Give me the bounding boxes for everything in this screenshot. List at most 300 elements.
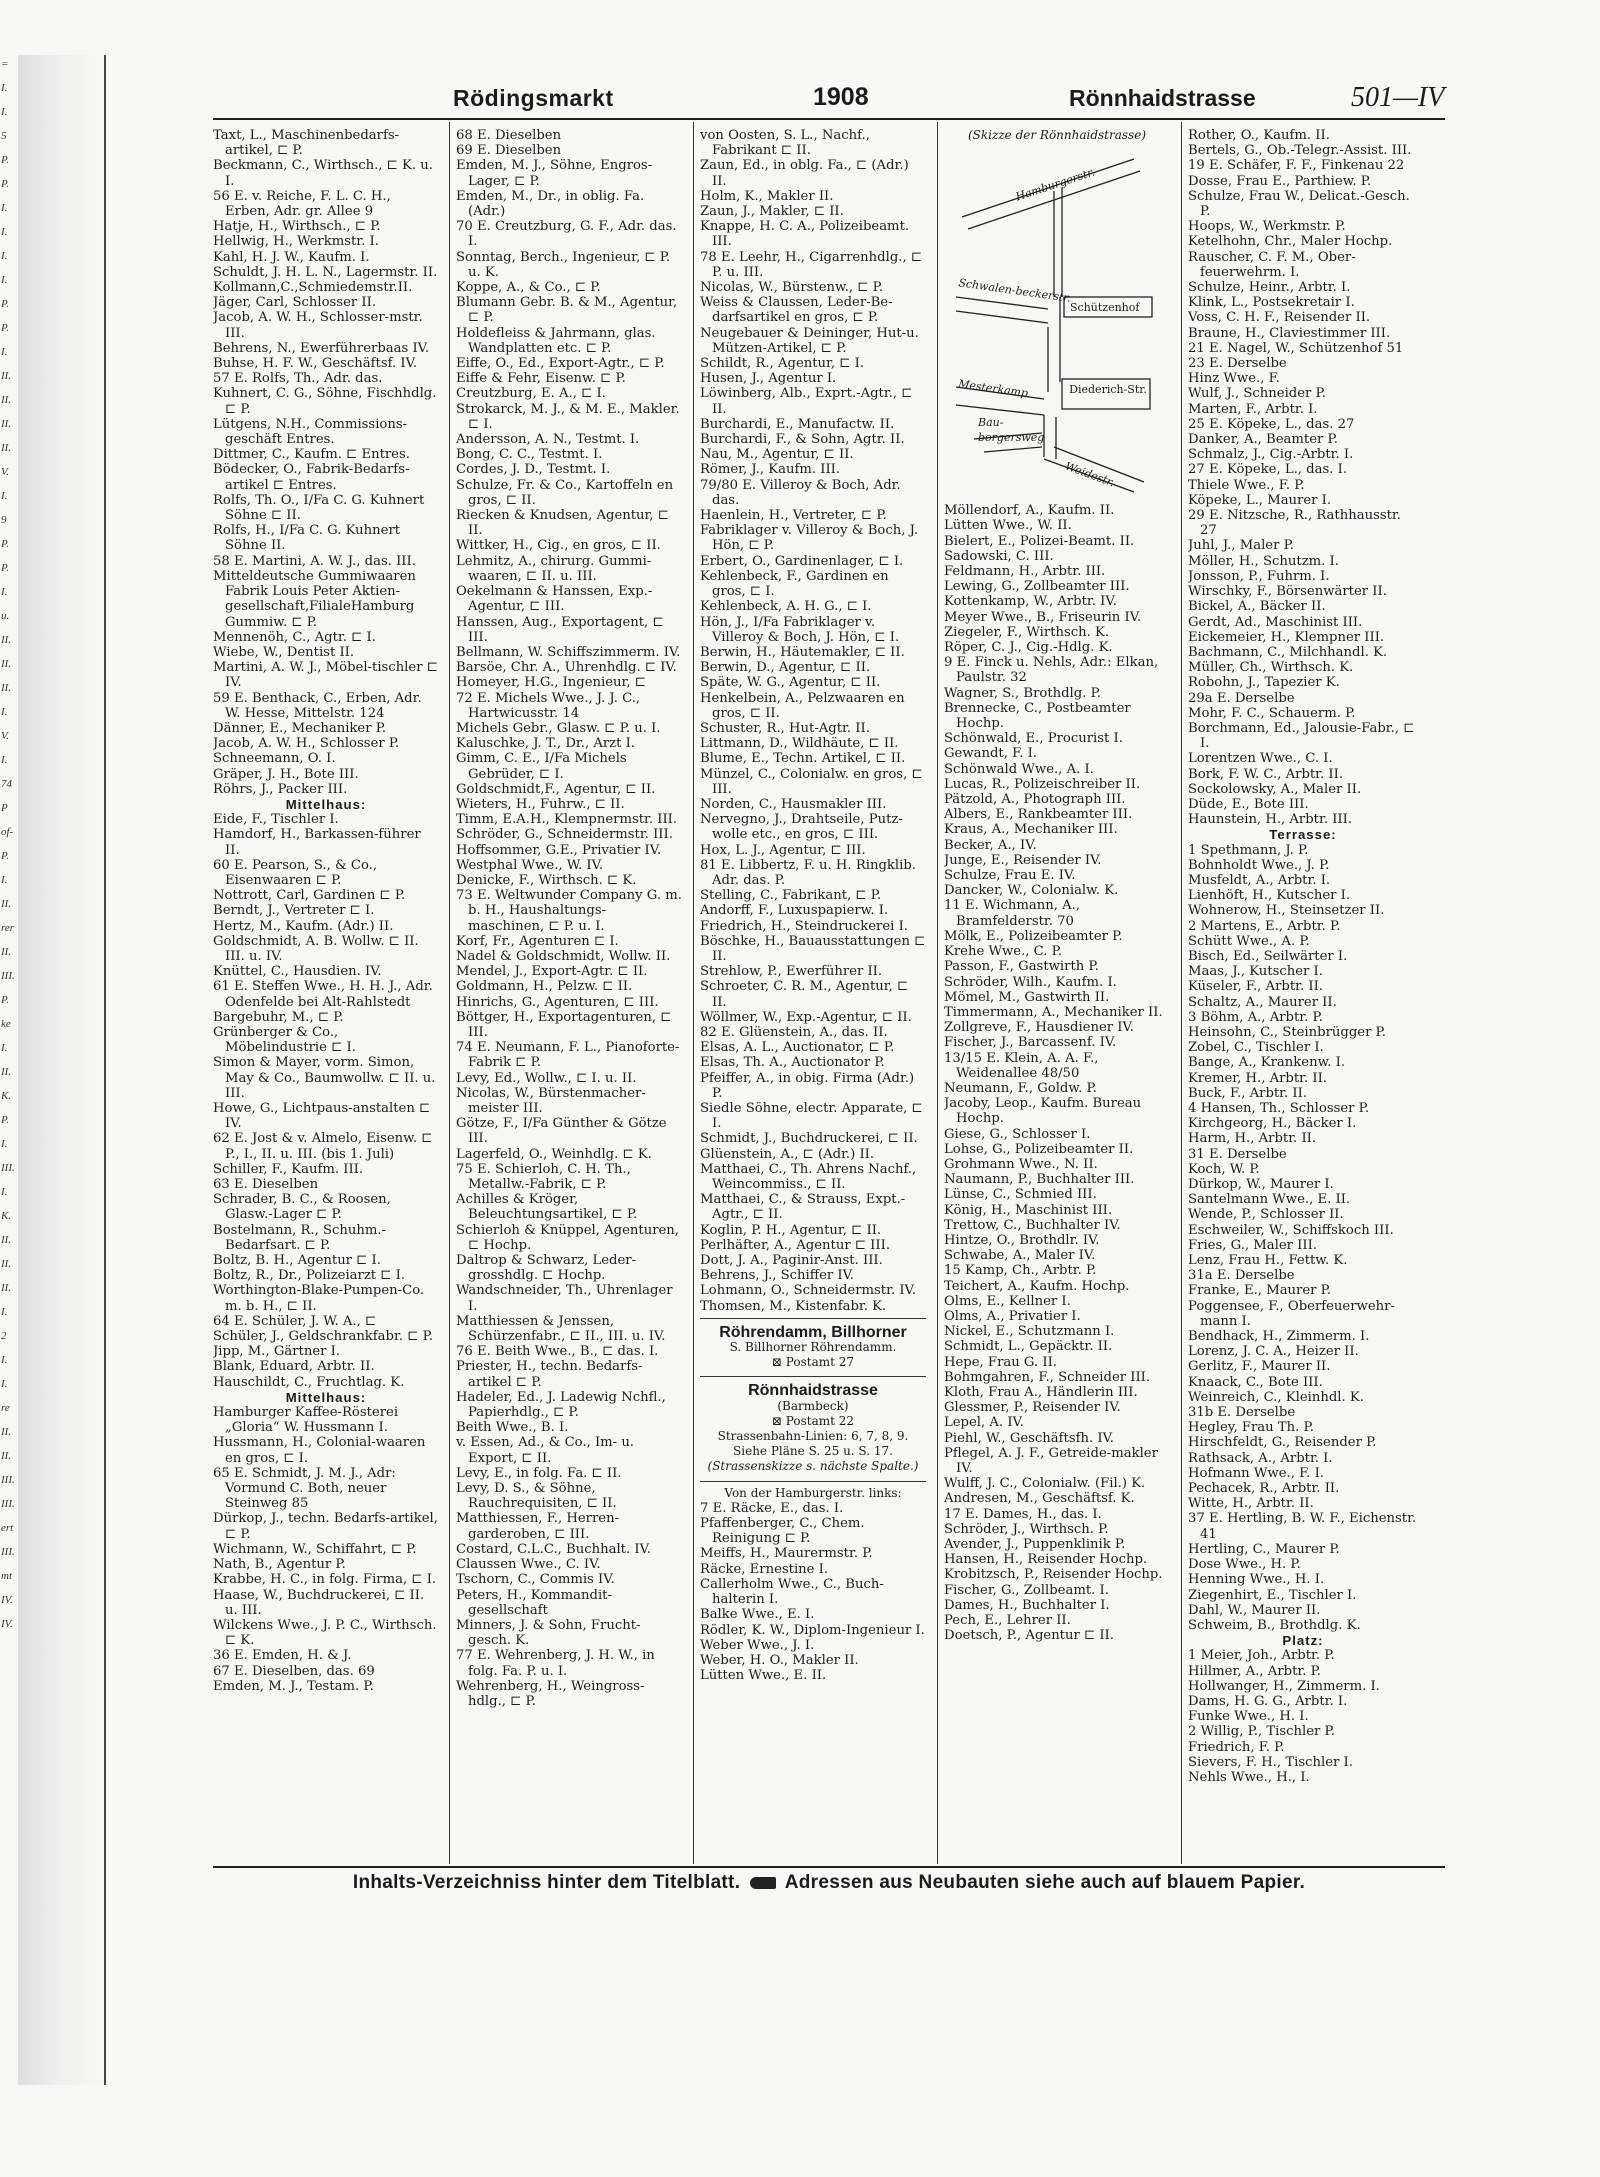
column-divider [937,122,938,1864]
directory-entry: Poggensee, F., Oberfeuerwehr-mann I. [1188,1298,1395,1329]
directory-entry: 17 E. Dames, H., das. I. [944,1506,1102,1522]
directory-entry: 72 E. Michels Wwe., J. J. C., Hartwicusstr. 14 [456,690,641,721]
directory-entry: Lünse, C., Schmied III. [944,1187,1097,1203]
directory-entry: Bertels, G., Ob.-Telegr.-Assist. III. [1188,143,1412,159]
directory-entry: Voss, C. H. F., Reisender II. [1188,310,1371,326]
directory-entry: Mölk, E., Polizeibeamter P. [944,928,1123,944]
directory-entry: Zollgreve, F., Hausdiener IV. [944,1020,1134,1036]
directory-entry: Schönwald Wwe., A. I. [944,761,1094,777]
directory-entry: 11 E. Wichmann, A., Bramfelderstr. 70 [944,898,1081,929]
margin-mark: III. [1,1474,15,1486]
margin-mark: P. [1,538,10,550]
directory-entry: 82 E. Glüenstein, A., das. II. [700,1024,888,1040]
directory-entry: Gerdt, Ad., Maschinist III. [1188,614,1363,630]
margin-mark: I. [1,754,8,766]
directory-entry: Beith Wwe., B. I. [456,1420,569,1436]
directory-entry: Hellwig, H., Werkmstr. I. [213,234,379,250]
margin-mark: IV. [1,1594,13,1606]
margin-mark: II. [1,634,12,646]
directory-entry: Lohmann, O., Schneidermstr. IV. [700,1283,916,1299]
directory-entry: Dott, J. A., Paginir-Anst. III. [700,1253,883,1269]
directory-entry: Perlhäfter, A., Agentur ⊏ III. [700,1237,891,1253]
directory-entry: Bisch, Ed., Seilwärter I. [1188,948,1348,964]
directory-entry: Claussen Wwe., C. IV. [456,1557,601,1573]
directory-entry: Blank, Eduard, Arbtr. II. [213,1359,375,1375]
map-label: Mesterkamp [957,377,1029,401]
directory-entry: Erbert, O., Gardinenlager, ⊏ I. [700,553,904,569]
directory-entry: 63 E. Dieselben [213,1177,319,1193]
map-label: Schützenhof [1070,301,1140,315]
directory-entry: Behrens, N., Ewerführerbaas IV. [213,340,430,356]
column-divider [1181,122,1182,1864]
directory-entry: Lewing, G., Zollbeamter III. [944,579,1130,595]
directory-entry: Sadowski, C. III. [944,548,1054,564]
directory-entry: Simon & Mayer, vorm. Simon, May & Co., Baumwollw. ⊏ II. u. III. [213,1055,436,1101]
directory-entry: Goldmann, H., Pelzw. ⊏ II. [456,979,633,995]
directory-entry: Nicolas, W., Bürstenw., ⊏ P. [700,280,884,296]
directory-entry: Schüler, J., Geldschrankfabr. ⊏ P. [213,1329,433,1345]
margin-mark: K. [1,1090,12,1102]
directory-entry: König, H., Maschinist III. [944,1202,1113,1218]
margin-mark: I. [1,274,8,286]
directory-entry: 7 E. Räcke, E., das. I. [700,1500,844,1516]
directory-entry: Röhrs, J., Packer III. [213,781,348,797]
directory-entry: Schmidt, J., Buchdruckerei, ⊏ II. [700,1131,918,1147]
directory-entry: Nadel & Goldschmidt, Wollw. II. [456,948,671,964]
directory-entry: Hertz, M., Kaufm. (Adr.) II. [213,918,394,934]
directory-entry: 15 Kamp, Ch., Arbtr. P. [944,1263,1097,1279]
directory-entry: Stelling, C., Fabrikant, ⊏ P. [700,888,882,904]
directory-entry: Worthington-Blake-Pumpen-Co. m. b. H., ⊏ II. [213,1283,425,1314]
directory-entry: Eiffe & Fehr, Eisenw. ⊏ P. [456,371,626,387]
section-rule [700,1376,926,1377]
header-street-left: Rödingsmarkt [453,85,614,111]
directory-entry: Rathsack, A., Arbtr. I. [1188,1450,1333,1466]
directory-entry: Bargebuhr, M., ⊏ P. [213,1009,344,1025]
directory-entry: Maas, J., Kutscher I. [1188,964,1323,980]
section-title: Rönnhaidstrasse [748,1382,878,1400]
directory-entry: Hertling, C., Maurer P. [1188,1541,1340,1557]
directory-entry: Zaun, J., Makler, ⊏ II. [700,204,844,220]
directory-entry: Löwinberg, Alb., Exprt.-Agtr., ⊏ II. [700,386,913,417]
directory-entry: Eschweiler, W., Schiffskoch III. [1188,1222,1394,1238]
directory-entry: Schwabe, A., Maler IV. [944,1248,1096,1264]
directory-entry: Wende, P., Schlosser II. [1188,1207,1344,1223]
column-divider [693,122,694,1864]
directory-entry: Hatje, H., Wirthsch., ⊏ P. [213,219,381,235]
street-line [956,405,1044,415]
section-rule [700,1481,926,1482]
directory-entry: Lütten Wwe., E. II. [700,1668,827,1684]
margin-mark: ert [1,1522,14,1534]
directory-entry: 61 E. Steffen Wwe., H. H. J., Adr. Odenfelde bei Alt-Rahlstedt [213,979,433,1010]
directory-entry: Bork, F. W. C., Arbtr. II. [1188,766,1344,782]
directory-entry: Lenz, Frau H., Fettw. K. [1188,1253,1348,1269]
directory-entry: Dames, H., Buchhalter I. [944,1597,1110,1613]
subsection-heading: Terrasse: [1269,827,1337,843]
directory-entry: Fischer, J., Barcassenf. IV. [944,1035,1117,1051]
directory-entry: Rolfs, H., I/Fa C. G. Kuhnert Söhne II. [213,523,401,554]
directory-entry: Kottenkamp, W., Arbtr. IV. [944,594,1117,610]
section-line: S. Billhorner Röhrendamm. [729,1340,897,1355]
directory-entry: Timm, E.A.H., Klempnermstr. III. [456,812,678,828]
directory-entry: Münzel, C., Colonialw. en gros, ⊏ III. [700,766,923,797]
directory-entry: Hegley, Frau Th. P. [1188,1420,1314,1436]
directory-entry: Behrens, J., Schiffer IV. [700,1268,854,1284]
directory-entry: Bachmann, C., Milchhandl. K. [1188,644,1388,660]
directory-entry: Boltz, R., Dr., Polizeiarzt ⊏ I. [213,1268,406,1284]
margin-mark: I. [1,346,8,358]
directory-entry: Düde, E., Bote III. [1188,796,1309,812]
directory-entry: Schütt Wwe., A. P. [1188,933,1310,949]
directory-entry: Nicolas, W., Bürstenmacher-meister III. [456,1085,646,1116]
footer-note-right: Adressen aus Neubauten siehe auch auf blauem Papier. [784,1872,1306,1893]
directory-entry: Eiffe, O., Ed., Export-Agtr., ⊏ P. [456,356,665,372]
directory-entry: 58 E. Martini, A. W. J., das. III. [213,553,416,569]
directory-entry: Bohnholdt Wwe., J. P. [1188,857,1330,873]
directory-entry: Nickel, E., Schutzmann I. [944,1324,1115,1340]
directory-entry: Bielert, E., Polizei-Beamt. II. [944,533,1135,549]
directory-entry: Feldmann, H., Arbtr. III. [944,564,1106,580]
directory-entry: Bödecker, O., Fabrik-Bedarfs-artikel ⊏ Entres. [213,462,410,493]
directory-entry: Matthiessen, F., Herren-garderoben, ⊏ III. [456,1511,620,1542]
directory-entry: 56 E. v. Reiche, F. L. C. H., Erben, Adr. gr. Allee 9 [213,188,391,220]
directory-entry: Eickemeier, H., Klempner III. [1188,629,1385,645]
directory-entry: Husen, J., Agentur I. [700,371,837,387]
directory-entry: Wilckens Wwe., J. P. C., Wirthsch. ⊏ K. [213,1617,437,1649]
margin-mark: III. [1,970,15,982]
map-label: Schwalen-beckerstr. [957,276,1072,306]
directory-entry: Wulff, J. C., Colonialw. (Fil.) K. [944,1476,1146,1492]
column-divider [449,122,450,1864]
directory-entry: Pflegel, A. J. F., Getreide-makler IV. [944,1445,1158,1476]
directory-entry: Röper, C. J., Cig.-Hdlg. K. [944,640,1113,656]
directory-entry: Knüttel, C., Hausdien. IV. [213,964,382,980]
directory-entry: Henning Wwe., H. I. [1188,1572,1325,1588]
directory-entry: 36 E. Emden, H. & J. [213,1648,352,1664]
margin-mark: = [1,58,9,70]
directory-entry: Schneemann, O. I. [213,751,336,767]
directory-entry: Weinreich, C., Kleinhdl. K. [1188,1389,1364,1405]
directory-entry: Bickel, A., Bäcker II. [1188,599,1326,615]
directory-entry: Schulze, Heinr., Arbtr. I. [1188,280,1351,296]
directory-entry: Naumann, P., Buchhalter III. [944,1172,1135,1188]
directory-entry: Kuhnert, C. G., Söhne, Fischhdlg. ⊏ P. [213,386,437,417]
directory-entry: 79/80 E. Villeroy & Boch, Adr. das. [700,477,901,508]
directory-entry: Franke, E., Maurer P. [1188,1283,1332,1299]
directory-entry: Emden, M. J., Testam. P. [213,1678,374,1694]
directory-entry: Holdefleiss & Jahrmann, glas. Wandplatten etc. ⊏ P. [456,325,656,356]
directory-entry: Albers, E., Rankbeamter III. [944,807,1133,823]
directory-entry: Michels Gebr., Glasw. ⊏ P. u. I. [456,720,661,736]
tram-lines: Strassenbahn-Linien: 6, 7, 8, 9. [717,1429,909,1444]
margin-mark: rer [1,922,15,934]
directory-entry: 60 E. Pearson, S., & Co., Eisenwaaren ⊏ P. [213,857,378,888]
margin-mark: of- [1,826,14,838]
left-page-margin-marks [0,58,18,1648]
directory-entry: Wichmann, W., Schiffahrt, ⊏ P. [213,1541,417,1557]
direction-note: Von der Hamburgerstr. links: [724,1485,902,1500]
directory-entry: Klink, L., Postsekretair I. [1188,295,1355,311]
directory-entry: Creutzburg, E. A., ⊏ I. [456,386,606,402]
directory-entry: Hintze, O., Brothdlr. IV. [944,1232,1100,1248]
directory-entry: Schiller, F., Kaufm. III. [213,1161,364,1177]
directory-entry: Matthaei, C., & Strauss, Expt.-Agtr., ⊏ II. [700,1192,906,1223]
directory-entry: Wandschneider, Th., Uhrenlager I. [456,1283,673,1314]
directory-entry: Kollmann,C.,Schmiedemstr.II. [213,280,413,296]
directory-entry: Jäger, Carl, Schlosser II. [213,295,377,311]
directory-entry: Daltrop & Schwarz, Leder-grosshdlg. ⊏ Hochp. [456,1253,637,1284]
margin-mark: P. [1,322,10,334]
postamt-label: ⊠ Postamt 27 [771,1355,855,1370]
margin-mark: III. [1,1162,15,1174]
directory-entry: Doetsch, P., Agentur ⊏ II. [944,1628,1114,1644]
margin-mark: I. [1,1042,8,1054]
directory-entry: Koppe, A., & Co., ⊏ P. [456,280,601,296]
map-label: Diederich-Str. [1069,383,1147,397]
directory-entry: Schmalz, J., Cig.-Arbtr. I. [1188,447,1354,463]
sketch-reference: (Strassenskizze s. nächste Spalte.) [707,1459,919,1474]
directory-entry: 2 Willig, P., Tischler P. [1188,1724,1335,1740]
directory-entry: Kremer, H., Arbtr. II. [1188,1070,1328,1086]
directory-entry: Ziegeler, F., Wirthsch. K. [944,624,1110,640]
directory-entry: 64 E. Schüler, J. W. A., ⊏ [213,1313,377,1329]
directory-entry: Martini, A. W. J., Möbel-tischler ⊏ IV. [213,660,438,691]
directory-entry: 76 E. Beith Wwe., B., ⊏ das. I. [456,1344,659,1360]
directory-entry: von Oosten, S. L., Nachf., Fabrikant ⊏ II. [700,128,870,159]
margin-mark: I. [1,874,8,886]
directory-entry: Jacob, A. W. H., Schlosser P. [213,736,400,752]
directory-entry: Glüenstein, A., ⊏ (Adr.) II. [700,1146,875,1162]
directory-entry: Mömel, M., Gastwirth II. [944,989,1110,1005]
directory-entry: 2 Martens, E., Arbtr. P. [1188,918,1341,934]
directory-entry: 57 E. Rolfs, Th., Adr. das. [213,371,383,387]
directory-entry: Knappe, H. C. A., Polizeibeamt. III. [700,219,910,250]
subsection-heading: Mittelhaus: [285,796,367,812]
directory-entry: Hofmann Wwe., F. I. [1188,1465,1324,1481]
margin-mark: II. [1,1426,12,1438]
directory-entry: 21 E. Nagel, W., Schützenhof 51 [1188,340,1404,356]
directory-entry: Callerholm Wwe., C., Buch-halterin I. [700,1576,884,1608]
directory-entry: Buck, F., Arbtr. II. [1188,1085,1308,1101]
directory-entry: 62 E. Jost & v. Almelo, Eisenw. ⊏ P., I., II. u. III. (bis 1. Juli) [213,1131,433,1162]
directory-entry: Möllendorf, A., Kaufm. II. [944,503,1115,519]
directory-entry: Krabbe, H. C., in folg. Firma, ⊏ I. [213,1572,437,1588]
directory-entry: Cordes, J. D., Testmt. I. [456,462,611,478]
directory-entry: Bong, C. C., Testmt. I. [456,447,603,463]
directory-entry: Levy, E., in folg. Fa. ⊏ II. [456,1465,622,1481]
section-title: Röhrendamm, Billhorner [719,1323,907,1341]
directory-entry: Böschke, H., Bauausstattungen ⊏ II. [700,933,926,964]
directory-entry: Denicke, F., Wirthsch. ⊏ K. [456,872,637,888]
directory-entry: Elsas, Th. A., Auctionator P. [700,1055,885,1071]
directory-entry: Levy, D. S., & Söhne, Rauchrequisiten, ⊏ II. [456,1481,617,1512]
directory-entry: Hansen, H., Reisender Hochp. [944,1552,1148,1568]
directory-entry: Wiebe, W., Dentist II. [213,644,355,660]
directory-entry: Schröder, Wilh., Kaufm. I. [944,974,1117,990]
directory-entry: Becker, A., IV. [944,837,1037,853]
margin-mark: 2 [1,1330,7,1342]
directory-entry: Haunstein, H., Arbtr. III. [1188,812,1353,828]
directory-entry: Haenlein, H., Vertreter, ⊏ P. [700,508,887,524]
directory-entry: Kehlenbeck, F., Gardinen en gros, ⊏ I. [700,568,889,600]
directory-entry: Lohse, G., Polizeibeamter II. [944,1141,1134,1157]
directory-entry: Costard, C.L.C., Buchhalt. IV. [456,1541,651,1557]
directory-entry: 29 E. Nitzsche, R., Rathhausstr. 27 [1188,508,1401,539]
directory-entry: Holm, K., Makler II. [700,188,834,204]
footer-note-left: Inhalts-Verzeichniss hinter dem Titelblatt. [352,1872,741,1893]
directory-entry: 81 E. Libbertz, F. u. H. Ringklib. Adr. das. P. [700,857,916,888]
directory-entry: 69 E. Dieselben [456,143,562,159]
directory-entry: Riecken & Knudsen, Agentur, ⊏ II. [456,508,669,539]
margin-mark: P. [1,298,10,310]
directory-entry: Hox, L. J., Agentur, ⊏ III. [700,842,866,858]
directory-entry: Hussmann, H., Colonial-waaren en gros, ⊏ I. [213,1435,426,1466]
directory-entry: Römer, J., Kaufm. III. [700,462,841,478]
directory-entry: Lehmitz, A., chirurg. Gummi-waaren, ⊏ II. u. III. [456,553,652,584]
directory-entry: Goldschmidt,F., Agentur, ⊏ II. [456,781,656,797]
margin-mark: I. [1,586,8,598]
map-caption: (Skizze der Rönnhaidstrasse) [968,128,1146,142]
directory-entry: Bendhack, H., Zimmerm. I. [1188,1329,1370,1345]
directory-entry: Späte, W. G., Agentur, ⊏ II. [700,675,881,691]
directory-entry: Priester, H., techn. Bedarfs-artikel ⊏ P. [456,1359,643,1390]
directory-entry: Ketelhohn, Chr., Maler Hochp. [1188,234,1393,250]
directory-entry: Elsas, A. L., Auctionator, ⊏ P. [700,1040,895,1056]
directory-entry: Pfaffenberger, C., Chem. Reinigung ⊏ P. [700,1516,865,1547]
directory-entry: Tschorn, C., Commis IV. [456,1572,615,1588]
directory-entry: Hoffsommer, G.E., Privatier IV. [456,842,662,858]
directory-entry: Olms, E., Kellner I. [944,1293,1071,1309]
directory-entry: Dürkop, J., techn. Bedarfs-artikel, ⊏ P. [213,1511,438,1542]
margin-mark: 9 [1,514,7,526]
directory-entry: Westphal Wwe., W. IV. [456,857,604,873]
directory-entry: Andresen, M., Geschäftsf. K. [944,1491,1135,1507]
directory-entry: Kehlenbeck, A. H. G., ⊏ I. [700,599,872,615]
column-5 [1188,128,1418,1858]
directory-entry: Knaack, C., Bote III. [1188,1374,1323,1390]
directory-entry: Rother, O., Kaufm. II. [1188,128,1330,143]
margin-mark: II. [1,394,12,406]
margin-mark: P. [1,994,10,1006]
directory-entry: Kahl, H. J. W., Kaufm. I. [213,249,370,265]
directory-entry: Weber, H. O., Makler II. [700,1652,859,1668]
directory-entry: Nehls Wwe., H., I. [1188,1769,1310,1785]
directory-entry: Piehl, W., Geschäftsfh. IV. [944,1430,1114,1446]
directory-entry: Wöllmer, W., Exp.-Agentur, ⊏ II. [700,1009,912,1025]
directory-entry: Meiffs, H., Maurermstr. P. [700,1546,873,1562]
directory-entry: 75 E. Schierloh, C. H. Th., Metallw.-Fabrik, ⊏ P. [456,1161,631,1193]
directory-entry: Zaun, Ed., in oblg. Fa., ⊏ (Adr.) II. [700,158,909,189]
street-sketch-map [944,147,1170,497]
directory-entry: Wittker, H., Cig., en gros, ⊏ II. [456,538,661,554]
footer-rule [213,1866,1445,1868]
directory-entry: Berwin, H., Häutemakler, ⊏ II. [700,644,905,660]
margin-mark: IV. [1,1618,13,1630]
directory-entry: Balke Wwe., E. I. [700,1607,815,1623]
margin-mark: I. [1,1306,8,1318]
directory-entry: Gerlitz, F., Maurer II. [1188,1359,1331,1375]
margin-mark: 5 [1,130,7,142]
directory-entry: 59 E. Benthack, C., Erben, Adr. W. Hesse, Mittelstr. 124 [213,690,422,721]
directory-entry: 1 Meier, Joh., Arbtr. P. [1188,1648,1335,1664]
margin-mark: P. [1,178,10,190]
directory-entry: 73 E. Weltwunder Company G. m. b. H., Haushaltungs-maschinen, ⊏ P. u. I. [456,888,682,934]
directory-entry: Hön, J., I/Fa Fabriklager v. Villeroy & Boch, J. Hön, ⊏ I. [700,614,900,645]
directory-entry: Friedrich, H., Steindruckerei I. [700,918,908,934]
margin-mark: I. [1,202,8,214]
directory-entry: Witte, H., Arbtr. II. [1188,1496,1314,1512]
directory-entry: Köpeke, L., Maurer I. [1188,492,1332,508]
directory-entry: 68 E. Dieselben [456,128,562,143]
margin-mark: I. [1,250,8,262]
directory-entry: Gewandt, F. I. [944,746,1037,762]
directory-entry: Achilles & Kröger, Beleuchtungsartikel, ⊏ P. [456,1192,638,1223]
margin-mark: I. [1,226,8,238]
directory-entry: Sievers, F. H., Tischler I. [1188,1754,1353,1770]
directory-entry: Hollwanger, H., Zimmerm. I. [1188,1678,1380,1694]
directory-entry: Boltz, B. H., Agentur ⊏ I. [213,1253,381,1269]
directory-entry: Levy, Ed., Wollw., ⊏ I. u. II. [456,1070,637,1086]
margin-mark: ke [1,1018,11,1030]
directory-entry: Koch, W. P. [1188,1161,1260,1177]
directory-entry: Krehe Wwe., C. P. [944,944,1063,960]
directory-entry: Rödler, K. W., Diplom-Ingenieur I. [700,1622,925,1638]
directory-entry: 67 E. Dieselben, das. 69 [213,1663,375,1679]
directory-entry: Emden, M., Dr., in oblig. Fa. (Adr.) [456,188,645,220]
directory-entry: Berndt, J., Vertreter ⊏ I. [213,903,375,919]
margin-mark: II. [1,1450,12,1462]
directory-entry: Robohn, J., Tapezier K. [1188,675,1340,691]
directory-entry: Jacob, A. W. H., Schlosser-mstr. III. [213,310,423,341]
directory-entry: Danker, A., Beamter P. [1188,432,1338,448]
directory-entry: Barsöe, Chr. A., Uhrenhdlg. ⊏ IV. [456,660,677,676]
directory-entry: 78 E. Leehr, H., Cigarrenhdlg., ⊏ P. u. III. [700,249,923,280]
directory-entry: Thomsen, M., Kistenfabr. K. [700,1298,887,1314]
directory-entry: Grünberger & Co., Möbelindustrie ⊏ I. [213,1024,356,1056]
directory-entry: Nottrott, Carl, Gardinen ⊏ P. [213,888,406,904]
directory-entry: Passon, F., Gastwirth P. [944,959,1099,975]
margin-mark: II. [1,1066,12,1078]
directory-entry: Bellmann, W. Schiffszimmerm. IV. [456,644,681,660]
directory-entry: Schröder, J., Wirthsch. P. [944,1521,1109,1537]
subsection-heading: Mittelhaus: [285,1389,367,1405]
margin-mark: I. [1,106,8,118]
subsection-heading: Platz: [1282,1633,1324,1649]
margin-mark: K. [1,1210,12,1222]
directory-entry: Howe, G., Lichtpaus-anstalten ⊏ IV. [213,1101,431,1132]
directory-entry: Schulze, Fr. & Co., Kartoffeln en gros, ⊏ II. [456,477,674,508]
directory-entry: Lorenz, J. C. A., Heizer II. [1188,1344,1359,1360]
directory-entry: Giese, G., Schlosser I. [944,1126,1091,1142]
directory-entry: Gimm, C. E., I/Fa Michels Gebrüder, ⊏ I. [456,751,627,782]
directory-entry: Kloth, Frau A., Händlerin III. [944,1384,1138,1400]
directory-entry: Kirchgeorg, H., Bäcker I. [1188,1116,1357,1132]
directory-entry: 23 E. Derselbe [1188,356,1287,372]
directory-entry: Grohmann Wwe., N. II. [944,1156,1098,1172]
directory-entry: Teichert, A., Kaufm. Hochp. [944,1278,1130,1294]
directory-entry: Homeyer, H.G., Ingenieur, ⊏ [456,675,646,691]
directory-entry: Hanssen, Aug., Exportagent, ⊏ III. [456,614,664,645]
margin-mark: mt [1,1570,12,1582]
directory-entry: Schuldt, J. H. L. N., Lagermstr. II. [213,264,438,280]
margin-mark: P. [1,562,10,574]
directory-entry: Minners, J. & Sohn, Frucht-gesch. K. [456,1617,641,1649]
ronnhaid-heading [700,1383,926,1474]
directory-entry: Dahl, W., Maurer II. [1188,1602,1321,1618]
directory-entry: Hirschfeldt, G., Reisender P. [1188,1435,1377,1451]
directory-entry: 31 E. Derselbe [1188,1146,1287,1162]
